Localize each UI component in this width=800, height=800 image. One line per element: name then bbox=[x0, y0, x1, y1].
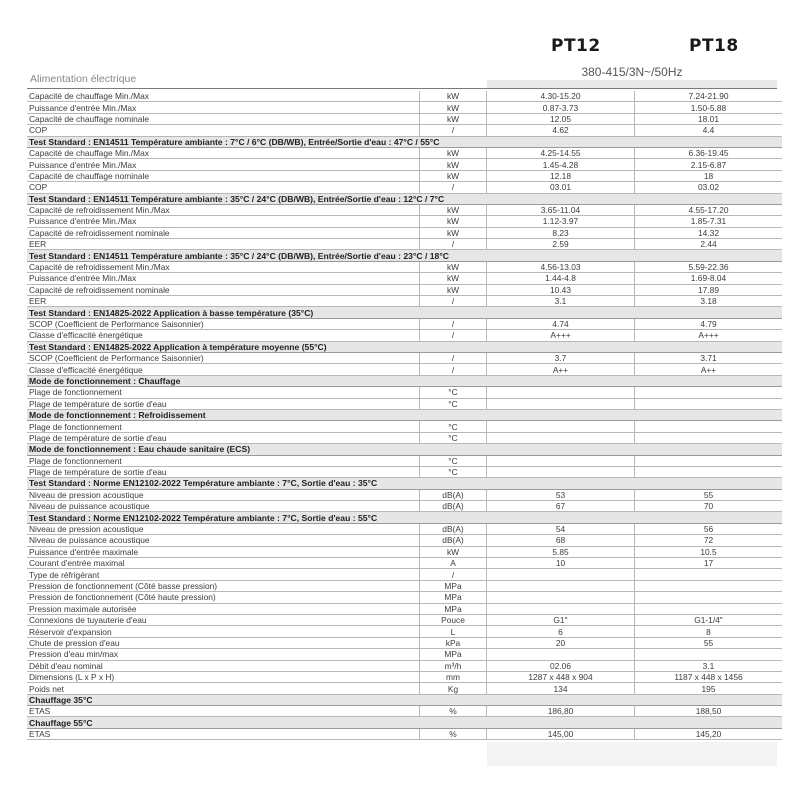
pt18-value-cell: 3.1 bbox=[635, 660, 783, 671]
spec-unit-cell: / bbox=[420, 318, 487, 329]
spec-name-cell: ETAS bbox=[27, 706, 420, 717]
spec-unit-cell: °C bbox=[420, 432, 487, 443]
spec-name-cell: Niveau de pression acoustique bbox=[27, 523, 420, 534]
section-header-row bbox=[27, 341, 782, 352]
table-row bbox=[27, 227, 782, 238]
spec-unit-cell: kW bbox=[420, 113, 487, 124]
pt18-value-cell bbox=[635, 580, 783, 591]
pt12-value-cell: 53 bbox=[487, 489, 635, 500]
spec-name-cell: COP bbox=[27, 125, 420, 136]
table-row bbox=[27, 489, 782, 500]
table-row bbox=[27, 102, 782, 113]
pt12-value-cell: 0.87-3.73 bbox=[487, 102, 635, 113]
pt12-value-cell: 1.45-4.28 bbox=[487, 159, 635, 170]
pt12-value-cell: 186,80 bbox=[487, 706, 635, 717]
spec-name-cell: Capacité de chauffage nominale bbox=[27, 170, 420, 181]
table-row bbox=[27, 466, 782, 477]
table-row bbox=[27, 204, 782, 215]
table-row bbox=[27, 296, 782, 307]
pt12-value-cell: 145,00 bbox=[487, 728, 635, 739]
section-header-row bbox=[27, 717, 782, 728]
table-row bbox=[27, 432, 782, 443]
spec-unit-cell: / bbox=[420, 182, 487, 193]
table-row bbox=[27, 614, 782, 625]
spec-unit-cell: MPa bbox=[420, 580, 487, 591]
spec-name-cell: SCOP (Coefficient de Performance Saisonnier) bbox=[27, 352, 420, 363]
specification-table bbox=[27, 91, 782, 740]
spec-unit-cell: / bbox=[420, 364, 487, 375]
spec-unit-cell: A bbox=[420, 558, 487, 569]
pt12-value-cell: A+++ bbox=[487, 330, 635, 341]
table-row bbox=[27, 113, 782, 124]
section-header-row bbox=[27, 478, 782, 489]
spec-unit-cell: L bbox=[420, 626, 487, 637]
pt12-value-cell: 4.25-14.55 bbox=[487, 147, 635, 158]
spec-unit-cell: kW bbox=[420, 216, 487, 227]
pt12-value-cell bbox=[487, 421, 635, 432]
spec-name-cell: Puissance d'entrée Min./Max bbox=[27, 273, 420, 284]
spec-unit-cell: dB(A) bbox=[420, 523, 487, 534]
spec-name-cell: Plage de température de sortie d'eau bbox=[27, 432, 420, 443]
spec-unit-cell: Pouce bbox=[420, 614, 487, 625]
spec-name-cell: Plage de fonctionnement bbox=[27, 421, 420, 432]
pt12-value-cell: 67 bbox=[487, 501, 635, 512]
table-row bbox=[27, 216, 782, 227]
table-row bbox=[27, 558, 782, 569]
spec-name-cell: Capacité de refroidissement nominale bbox=[27, 284, 420, 295]
table-row bbox=[27, 728, 782, 739]
pt18-value-cell: 5.59-22.36 bbox=[635, 261, 783, 272]
spec-unit-cell: kW bbox=[420, 204, 487, 215]
section-header-row bbox=[27, 409, 782, 420]
spec-unit-cell: dB(A) bbox=[420, 535, 487, 546]
pt12-value-cell: 3.65-11.04 bbox=[487, 204, 635, 215]
spec-unit-cell: / bbox=[420, 125, 487, 136]
pt12-value-cell: 4.62 bbox=[487, 125, 635, 136]
spec-unit-cell: kPa bbox=[420, 637, 487, 648]
section-header-row bbox=[27, 444, 782, 455]
pt18-value-cell bbox=[635, 421, 783, 432]
table-row bbox=[27, 170, 782, 181]
pt18-value-cell: 17 bbox=[635, 558, 783, 569]
pt12-value-cell: 134 bbox=[487, 683, 635, 694]
pt12-value-cell: 12.05 bbox=[487, 113, 635, 124]
power-supply-label: Alimentation électrique bbox=[30, 73, 137, 85]
section-header-row bbox=[27, 694, 782, 705]
pt12-value-cell bbox=[487, 432, 635, 443]
spec-name-cell: Niveau de puissance acoustique bbox=[27, 501, 420, 512]
spec-unit-cell: % bbox=[420, 706, 487, 717]
table-row bbox=[27, 421, 782, 432]
spec-unit-cell: dB(A) bbox=[420, 501, 487, 512]
pt12-value-cell: 03.01 bbox=[487, 182, 635, 193]
pt18-value-cell: 1.69-8.04 bbox=[635, 273, 783, 284]
spec-unit-cell: / bbox=[420, 296, 487, 307]
pt18-value-cell: 4.79 bbox=[635, 318, 783, 329]
pt18-value-cell: 6.36-19.45 bbox=[635, 147, 783, 158]
pt12-value-cell: 02.06 bbox=[487, 660, 635, 671]
section-title: Test Standard : Norme EN12102-2022 Température ambiante : 7°C, Sortie d'eau : 35°C bbox=[27, 478, 782, 489]
spec-name-cell: Puissance d'entrée Min./Max bbox=[27, 102, 420, 113]
spec-name-cell: Pression de fonctionnement (Côté haute pression) bbox=[27, 592, 420, 603]
pt12-value-cell: A++ bbox=[487, 364, 635, 375]
pt12-value-cell: 4.74 bbox=[487, 318, 635, 329]
pt12-value-cell bbox=[487, 569, 635, 580]
section-title: Test Standard : EN14511 Température ambiante : 35°C / 24°C (DB/WB), Entrée/Sortie d'eau : 12°C / 7°C bbox=[27, 193, 782, 204]
spec-unit-cell: °C bbox=[420, 398, 487, 409]
pt12-value-cell bbox=[487, 466, 635, 477]
section-header-row bbox=[27, 375, 782, 386]
table-row bbox=[27, 626, 782, 637]
spec-unit-cell: kW bbox=[420, 261, 487, 272]
pt12-value-cell: 1.12-3.97 bbox=[487, 216, 635, 227]
spec-unit-cell: mm bbox=[420, 671, 487, 682]
section-header-row bbox=[27, 250, 782, 261]
spec-unit-cell: dB(A) bbox=[420, 489, 487, 500]
pt12-value-cell: 8.23 bbox=[487, 227, 635, 238]
spec-name-cell: Capacité de refroidissement Min./Max bbox=[27, 261, 420, 272]
section-title: Mode de fonctionnement : Refroidissement bbox=[27, 409, 782, 420]
pt18-value-cell: 55 bbox=[635, 637, 783, 648]
table-row bbox=[27, 535, 782, 546]
pt18-value-cell: 2.44 bbox=[635, 239, 783, 250]
spec-unit-cell: / bbox=[420, 330, 487, 341]
pt12-value-cell: 54 bbox=[487, 523, 635, 534]
power-supply-value: 380-415/3N~/50Hz bbox=[581, 65, 683, 79]
pt18-value-cell: 70 bbox=[635, 501, 783, 512]
spec-name-cell: Classe d'efficacité énergétique bbox=[27, 330, 420, 341]
spec-name-cell: EER bbox=[27, 296, 420, 307]
table-footer-shade bbox=[487, 742, 777, 766]
pt18-value-cell: 188,50 bbox=[635, 706, 783, 717]
model-pt18-title: PT18 bbox=[689, 36, 739, 56]
pt12-value-cell bbox=[487, 592, 635, 603]
section-title: Test Standard : Norme EN12102-2022 Température ambiante : 7°C, Sortie d'eau : 55°C bbox=[27, 512, 782, 523]
spec-unit-cell: kW bbox=[420, 102, 487, 113]
pt18-value-cell: 18.01 bbox=[635, 113, 783, 124]
spec-name-cell: Capacité de chauffage Min./Max bbox=[27, 147, 420, 158]
model-pt12-title: PT12 bbox=[551, 36, 601, 56]
spec-unit-cell: / bbox=[420, 569, 487, 580]
pt18-value-cell: 1.85-7.31 bbox=[635, 216, 783, 227]
table-row bbox=[27, 387, 782, 398]
spec-name-cell: Capacité de refroidissement nominale bbox=[27, 227, 420, 238]
pt12-value-cell: 1.44-4.8 bbox=[487, 273, 635, 284]
spec-name-cell: Classe d'efficacité énergétique bbox=[27, 364, 420, 375]
spec-name-cell: Niveau de pression acoustique bbox=[27, 489, 420, 500]
spec-name-cell: Pression de fonctionnement (Côté basse pression) bbox=[27, 580, 420, 591]
section-title: Chauffage 55°C bbox=[27, 717, 782, 728]
spec-unit-cell: / bbox=[420, 239, 487, 250]
spec-name-cell: Capacité de chauffage nominale bbox=[27, 113, 420, 124]
table-row bbox=[27, 125, 782, 136]
table-row bbox=[27, 182, 782, 193]
pt18-value-cell: G1-1/4" bbox=[635, 614, 783, 625]
table-row bbox=[27, 580, 782, 591]
table-row bbox=[27, 273, 782, 284]
spec-name-cell: Pression d'eau min/max bbox=[27, 649, 420, 660]
pt18-value-cell bbox=[635, 466, 783, 477]
pt12-value-cell: G1" bbox=[487, 614, 635, 625]
table-row bbox=[27, 637, 782, 648]
pt12-value-cell bbox=[487, 649, 635, 660]
spec-name-cell: EER bbox=[27, 239, 420, 250]
spec-name-cell: Type de réfrigérant bbox=[27, 569, 420, 580]
spec-name-cell: Courant d'entrée maximal bbox=[27, 558, 420, 569]
pt18-value-cell: 8 bbox=[635, 626, 783, 637]
pt18-value-cell bbox=[635, 387, 783, 398]
spec-name-cell: Chute de pression d'eau bbox=[27, 637, 420, 648]
pt18-value-cell: 3.71 bbox=[635, 352, 783, 363]
spec-unit-cell: / bbox=[420, 352, 487, 363]
pt18-value-cell: 145,20 bbox=[635, 728, 783, 739]
table-row bbox=[27, 318, 782, 329]
table-row bbox=[27, 671, 782, 682]
table-row bbox=[27, 330, 782, 341]
spec-name-cell: Réservoir d'expansion bbox=[27, 626, 420, 637]
pt18-value-cell bbox=[635, 569, 783, 580]
spec-name-cell: Plage de température de sortie d'eau bbox=[27, 398, 420, 409]
spec-unit-cell: kW bbox=[420, 147, 487, 158]
pt18-value-cell: 14.32 bbox=[635, 227, 783, 238]
spec-name-cell: Capacité de refroidissement Min./Max bbox=[27, 204, 420, 215]
pt18-value-cell: A+++ bbox=[635, 330, 783, 341]
table-top-rule bbox=[27, 88, 777, 89]
spec-name-cell: Poids net bbox=[27, 683, 420, 694]
table-row bbox=[27, 501, 782, 512]
pt12-value-cell: 6 bbox=[487, 626, 635, 637]
spec-unit-cell: kW bbox=[420, 284, 487, 295]
pt18-value-cell bbox=[635, 455, 783, 466]
spec-unit-cell: MPa bbox=[420, 649, 487, 660]
pt12-value-cell bbox=[487, 603, 635, 614]
spec-name-cell: Plage de fonctionnement bbox=[27, 387, 420, 398]
pt18-value-cell bbox=[635, 649, 783, 660]
pt12-value-cell: 20 bbox=[487, 637, 635, 648]
pt18-value-cell bbox=[635, 398, 783, 409]
pt18-value-cell: 2.15-6.87 bbox=[635, 159, 783, 170]
table-row bbox=[27, 261, 782, 272]
table-row bbox=[27, 352, 782, 363]
pt12-value-cell: 10 bbox=[487, 558, 635, 569]
pt12-value-cell: 5.85 bbox=[487, 546, 635, 557]
section-header-row bbox=[27, 193, 782, 204]
spec-unit-cell: kW bbox=[420, 546, 487, 557]
spec-unit-cell: °C bbox=[420, 387, 487, 398]
pt18-value-cell: 55 bbox=[635, 489, 783, 500]
table-row bbox=[27, 569, 782, 580]
spec-name-cell: COP bbox=[27, 182, 420, 193]
spec-name-cell: Plage de fonctionnement bbox=[27, 455, 420, 466]
spec-unit-cell: kW bbox=[420, 159, 487, 170]
section-title: Test Standard : EN14511 Température ambiante : 35°C / 24°C (DB/WB), Entrée/Sortie d'eau : 23°C / 18°C bbox=[27, 250, 782, 261]
table-row bbox=[27, 523, 782, 534]
pt12-value-cell: 4.56-13.03 bbox=[487, 261, 635, 272]
pt18-value-cell: 7.24-21.90 bbox=[635, 91, 783, 102]
spec-unit-cell: kW bbox=[420, 170, 487, 181]
spec-name-cell: Niveau de puissance acoustique bbox=[27, 535, 420, 546]
pt18-value-cell: 1.50-5.88 bbox=[635, 102, 783, 113]
table-row bbox=[27, 364, 782, 375]
pt18-value-cell: 10.5 bbox=[635, 546, 783, 557]
spec-unit-cell: °C bbox=[420, 455, 487, 466]
spec-name-cell: Dimensions (L x P x H) bbox=[27, 671, 420, 682]
pt18-value-cell: 17.89 bbox=[635, 284, 783, 295]
pt18-value-cell bbox=[635, 603, 783, 614]
spec-unit-cell: m³/h bbox=[420, 660, 487, 671]
model-header bbox=[0, 36, 800, 60]
pt12-value-cell bbox=[487, 455, 635, 466]
specification-table-body bbox=[27, 91, 782, 740]
pt18-value-cell: 3.18 bbox=[635, 296, 783, 307]
table-row bbox=[27, 683, 782, 694]
table-row bbox=[27, 660, 782, 671]
table-row bbox=[27, 706, 782, 717]
spec-unit-cell: MPa bbox=[420, 603, 487, 614]
table-row bbox=[27, 592, 782, 603]
spec-name-cell: SCOP (Coefficient de Performance Saisonnier) bbox=[27, 318, 420, 329]
pt12-value-cell bbox=[487, 398, 635, 409]
pt18-value-cell: 4.55-17.20 bbox=[635, 204, 783, 215]
spec-name-cell: Capacité de chauffage Min./Max bbox=[27, 91, 420, 102]
pt12-value-cell: 2.59 bbox=[487, 239, 635, 250]
table-row bbox=[27, 284, 782, 295]
pt18-value-cell: 03.02 bbox=[635, 182, 783, 193]
pt12-value-cell bbox=[487, 580, 635, 591]
section-title: Test Standard : EN14511 Température ambiante : 7°C / 6°C (DB/WB), Entrée/Sortie d'eau : 47°C / 55°C bbox=[27, 136, 782, 147]
section-title: Mode de fonctionnement : Chauffage bbox=[27, 375, 782, 386]
table-row bbox=[27, 649, 782, 660]
pt12-value-cell: 10.43 bbox=[487, 284, 635, 295]
header-shade-bar bbox=[487, 80, 777, 88]
spec-unit-cell: kW bbox=[420, 227, 487, 238]
pt18-value-cell: 195 bbox=[635, 683, 783, 694]
pt12-value-cell: 68 bbox=[487, 535, 635, 546]
pt18-value-cell: A++ bbox=[635, 364, 783, 375]
spec-name-cell: Puissance d'entrée Min./Max bbox=[27, 216, 420, 227]
table-row bbox=[27, 91, 782, 102]
section-header-row bbox=[27, 136, 782, 147]
spec-name-cell: Pression maximale autorisée bbox=[27, 603, 420, 614]
table-row bbox=[27, 455, 782, 466]
section-title: Chauffage 35°C bbox=[27, 694, 782, 705]
pt12-value-cell: 4.30-15.20 bbox=[487, 91, 635, 102]
spec-name-cell: Puissance d'entrée maximale bbox=[27, 546, 420, 557]
spec-name-cell: ETAS bbox=[27, 728, 420, 739]
section-header-row bbox=[27, 307, 782, 318]
pt18-value-cell: 18 bbox=[635, 170, 783, 181]
spec-name-cell: Connexions de tuyauterie d'eau bbox=[27, 614, 420, 625]
section-title: Test Standard : EN14825-2022 Application à température moyenne (55°C) bbox=[27, 341, 782, 352]
pt12-value-cell: 3.1 bbox=[487, 296, 635, 307]
pt18-value-cell: 72 bbox=[635, 535, 783, 546]
pt18-value-cell bbox=[635, 432, 783, 443]
spec-name-cell: Puissance d'entrée Min./Max bbox=[27, 159, 420, 170]
spec-unit-cell: kW bbox=[420, 91, 487, 102]
section-header-row bbox=[27, 512, 782, 523]
table-row bbox=[27, 147, 782, 158]
spec-name-cell: Plage de température de sortie d'eau bbox=[27, 466, 420, 477]
section-title: Test Standard : EN14825-2022 Application à basse température (35°C) bbox=[27, 307, 782, 318]
spec-name-cell: Débit d'eau nominal bbox=[27, 660, 420, 671]
table-row bbox=[27, 398, 782, 409]
pt12-value-cell: 3.7 bbox=[487, 352, 635, 363]
pt12-value-cell: 1287 x 448 x 904 bbox=[487, 671, 635, 682]
spec-unit-cell: MPa bbox=[420, 592, 487, 603]
table-row bbox=[27, 603, 782, 614]
spec-unit-cell: Kg bbox=[420, 683, 487, 694]
spec-unit-cell: °C bbox=[420, 466, 487, 477]
spec-unit-cell: % bbox=[420, 728, 487, 739]
pt18-value-cell: 4.4 bbox=[635, 125, 783, 136]
table-row bbox=[27, 239, 782, 250]
pt18-value-cell bbox=[635, 592, 783, 603]
pt12-value-cell bbox=[487, 387, 635, 398]
pt18-value-cell: 1187 x 448 x 1456 bbox=[635, 671, 783, 682]
table-row bbox=[27, 546, 782, 557]
spec-unit-cell: kW bbox=[420, 273, 487, 284]
spec-unit-cell: °C bbox=[420, 421, 487, 432]
section-title: Mode de fonctionnement : Eau chaude sanitaire (ECS) bbox=[27, 444, 782, 455]
pt18-value-cell: 56 bbox=[635, 523, 783, 534]
table-row bbox=[27, 159, 782, 170]
pt12-value-cell: 12.18 bbox=[487, 170, 635, 181]
